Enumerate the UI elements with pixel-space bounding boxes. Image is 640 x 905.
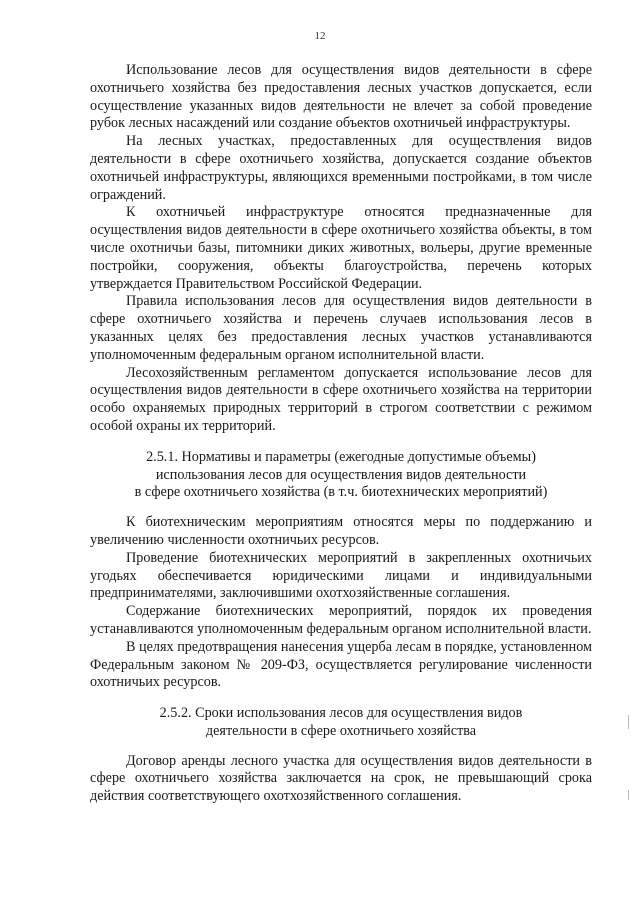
paragraph: К охотничьей инфраструктуре относятся предназначенные для осуществления видов деятельности в сфере охотничьего хозяйства объекты, в том числе охотничьи базы, питомники диких животных, вольеры, другие временные постройки, сооружения, объекты благоустройства, перечень которых утверждается Правительством Российской Федерации. (90, 204, 592, 292)
document-body (90, 62, 592, 806)
heading-line: 2.5.1. Нормативы и параметры (ежегодные допустимые объемы) (146, 448, 536, 465)
paragraph: Договор аренды лесного участка для осуществления видов деятельности в сфере охотничьего хозяйства заключается на срок, не превышающий срока действия соответствующего охотхозяйственного соглашения. (90, 752, 592, 805)
scan-mark (628, 790, 629, 800)
paragraph: На лесных участках, предоставленных для осуществления видов деятельности в сфере охотничьего хозяйства, допускается создание объектов охотничьей инфраструктуры, являющихся временными постройками, в том числе ограждений. (90, 133, 592, 203)
heading-line: в сфере охотничьего хозяйства (в т.ч. биотехнических мероприятий) (134, 484, 548, 501)
paragraph: К биотехническим мероприятиям относятся меры по поддержанию и увеличению численности охотничьих ресурсов. (90, 514, 592, 548)
paragraph: Проведение биотехнических мероприятий в закрепленных охотничьих угодьях обеспечивается юридическими лицами и индивидуальными предпринимателями, заключившими охотхозяйственные соглашения. (90, 549, 592, 602)
paragraph: Лесохозяйственным регламентом допускается использование лесов для осуществления видов деятельности в сфере охотничьего хозяйства на территории особо охраняемых природных территорий в строгом соответствии с режимом особой охраны их территорий. (90, 364, 592, 434)
paragraph: Содержание биотехнических мероприятий, порядок их проведения устанавливаются уполномоченным федеральным органом исполнительной власти. (90, 603, 592, 637)
section-heading-2-5-1 (90, 449, 592, 502)
page-number: 12 (314, 30, 326, 42)
heading-line: 2.5.2. Сроки использования лесов для осуществления видов (159, 705, 523, 722)
scan-mark (628, 715, 629, 729)
heading-line: использования лесов для осуществления видов деятельности (155, 466, 527, 483)
paragraph: Правила использования лесов для осуществления видов деятельности в сфере охотничьего хозяйства и перечень случаев использования лесов в указанных целях без предоставления лесных участков устанавливаются уполномоченным федеральным органом исполнительной власти. (90, 293, 592, 363)
paragraph: В целях предотвращения нанесения ущерба лесам в порядке, установленном Федеральным законом № 209-ФЗ, осуществляется регулирование численности охотничьих ресурсов. (90, 638, 592, 691)
paragraph: Использование лесов для осуществления видов деятельности в сфере охотничьего хозяйства без предоставления лесных участков допускается, если осуществление указанных видов деятельности не влечет за собой проведение рубок лесных насаждений или создание объектов охотничьей инфраструктуры. (90, 62, 592, 132)
heading-line: деятельности в сфере охотничьего хозяйства (205, 722, 477, 739)
section-heading-2-5-2 (90, 705, 592, 741)
